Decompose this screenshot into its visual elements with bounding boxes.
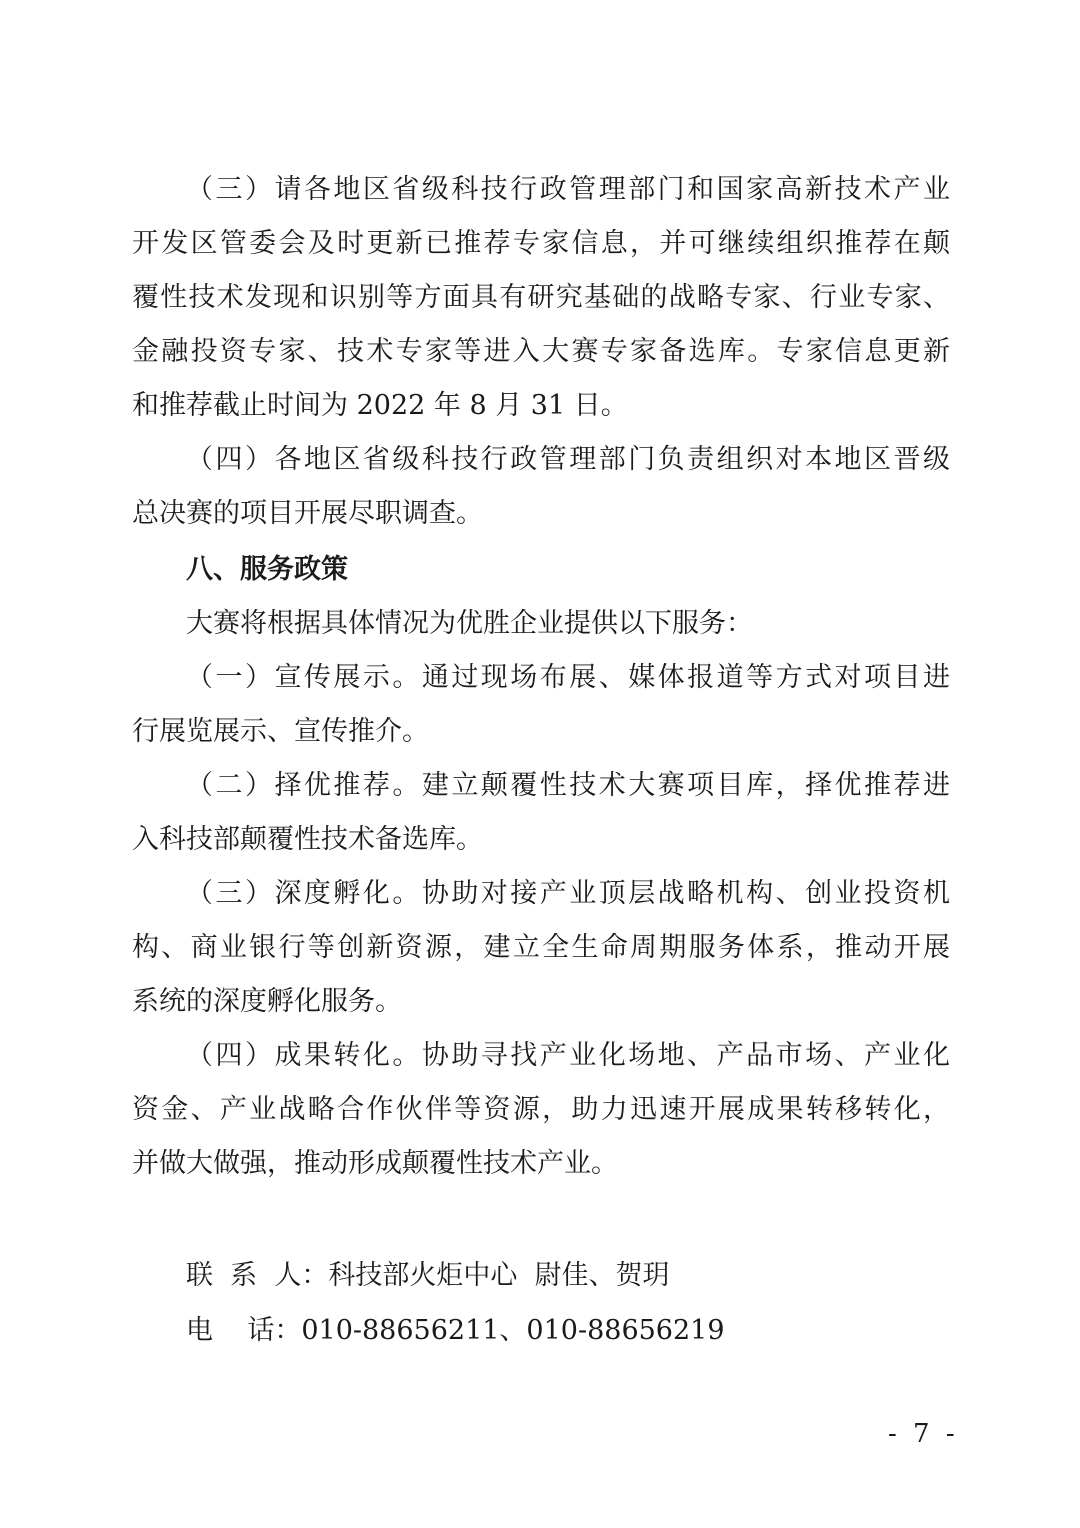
paragraph-line: 行展览展示、宣传推介。 <box>132 716 429 747</box>
paragraph-line: 大赛将根据具体情况为优胜企业提供以下服务： <box>186 608 753 639</box>
paragraph-line: 并做大做强，推动形成颠覆性技术产业。 <box>132 1148 618 1179</box>
paragraph-line: （二）择优推荐。建立颠覆性技术大赛项目库，择优推荐进 <box>186 770 950 801</box>
contact-phone <box>186 1311 725 1351</box>
paragraph-line: 金融投资专家、技术专家等进入大赛专家备选库。专家信息更新 <box>132 336 950 367</box>
section-heading: 八、服务政策 <box>186 554 348 585</box>
paragraph-line: （三）请各地区省级科技行政管理部门和国家高新技术产业 <box>186 174 950 205</box>
paragraph-line: 系统的深度孵化服务。 <box>132 986 402 1017</box>
contact-person-value: 科技部火炬中心 尉佳、贺玥 <box>328 1260 670 1291</box>
paragraph-line: 和推荐截止时间为 2022 年 8 月 31 日。 <box>132 390 628 421</box>
paragraph-line: （一）宣传展示。通过现场布展、媒体报道等方式对项目进 <box>186 662 950 693</box>
page-number: - 7 - <box>888 1419 959 1449</box>
paragraph-line: （四）成果转化。协助寻找产业化场地、产品市场、产业化 <box>186 1040 950 1071</box>
contact-person-label: 联 系 人： <box>186 1260 329 1291</box>
paragraph-line: 入科技部颠覆性技术备选库。 <box>132 824 483 855</box>
contact-phone-label: 电 话： <box>186 1315 302 1346</box>
paragraph-line: 资金、产业战略合作伙伴等资源，助力迅速开展成果转移转化， <box>132 1094 950 1125</box>
paragraph-line: 构、商业银行等创新资源，建立全生命周期服务体系，推动开展 <box>132 932 950 963</box>
paragraph-line: （三）深度孵化。协助对接产业顶层战略机构、创业投资机 <box>186 878 950 909</box>
paragraph-line: 覆性技术发现和识别等方面具有研究基础的战略专家、行业专家、 <box>132 282 950 313</box>
paragraph-line: （四）各地区省级科技行政管理部门负责组织对本地区晋级 <box>186 444 950 475</box>
contact-person <box>186 1256 670 1296</box>
paragraph-line: 开发区管委会及时更新已推荐专家信息，并可继续组织推荐在颠 <box>132 228 950 259</box>
contact-phone-value: 010-88656211、010-88656219 <box>301 1315 725 1346</box>
paragraph-line: 总决赛的项目开展尽职调查。 <box>132 498 483 529</box>
